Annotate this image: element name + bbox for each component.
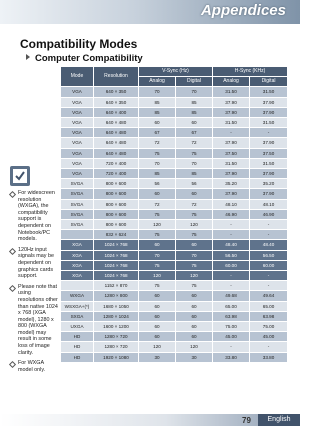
- table-cell: HD: [61, 332, 94, 342]
- table-cell: 640 × 400: [94, 107, 139, 117]
- table-row: [61, 148, 288, 158]
- table-cell: 31.50: [213, 87, 250, 97]
- header-vsync-digital: Digital: [176, 77, 213, 87]
- table-cell: 1024 × 768: [94, 240, 139, 250]
- table-cell: 30: [176, 352, 213, 362]
- table-row: [61, 220, 288, 230]
- table-cell: 30: [139, 352, 176, 362]
- table-cell: 85: [139, 97, 176, 107]
- table-cell: 1920 × 1080: [94, 352, 139, 362]
- table-cell: 37.90: [213, 138, 250, 148]
- table-cell: 60.00: [213, 260, 250, 270]
- table-row: [61, 250, 288, 260]
- table-cell: 67: [176, 128, 213, 138]
- table-cell: 120: [176, 342, 213, 352]
- header-vsync: V-Sync (Hz): [139, 67, 213, 77]
- table-row: [61, 128, 288, 138]
- table-cell: -: [213, 342, 250, 352]
- table-cell: 49.68: [213, 291, 250, 301]
- table-cell: XGA: [61, 240, 94, 250]
- table-cell: XGA: [61, 260, 94, 270]
- table-cell: 60: [176, 189, 213, 199]
- table-cell: 46.90: [213, 209, 250, 219]
- table-row: [61, 189, 288, 199]
- table-cell: -: [213, 230, 250, 240]
- table-cell: 37.90: [213, 169, 250, 179]
- table-cell: 37.90: [250, 107, 288, 117]
- table-cell: 63.98: [250, 311, 288, 321]
- table-cell: HD: [61, 342, 94, 352]
- table-cell: 800 × 600: [94, 209, 139, 219]
- table-cell: 720 × 400: [94, 169, 139, 179]
- table-cell: 1024 × 768: [94, 271, 139, 281]
- table-row: [61, 240, 288, 250]
- table-cell: -: [213, 220, 250, 230]
- table-row: [61, 158, 288, 168]
- table-cell: 70: [176, 87, 213, 97]
- table-cell: 640 × 480: [94, 128, 139, 138]
- compatibility-table: [60, 66, 288, 363]
- table-cell: 60: [139, 118, 176, 128]
- header-title: Appendices: [200, 2, 286, 19]
- table-cell: -: [250, 230, 288, 240]
- table-row: [61, 260, 288, 270]
- subsection-title: [26, 53, 143, 64]
- diamond-bullet-icon: [9, 191, 16, 198]
- table-cell: 70: [176, 250, 213, 260]
- table-cell: 37.90: [213, 189, 250, 199]
- table-row: [61, 332, 288, 342]
- note-item: 120Hz input signals may be dependent on graphics cards support.: [10, 247, 58, 280]
- table-cell: 75.00: [250, 322, 288, 332]
- table-cell: 75: [139, 230, 176, 240]
- table-cell: SVGA: [61, 189, 94, 199]
- header-hsync: H-Sync (KHz): [213, 67, 288, 77]
- table-cell: 60: [176, 301, 213, 311]
- table-cell: 832 × 624: [94, 230, 139, 240]
- table-cell: 85: [176, 107, 213, 117]
- table-cell: 800 × 600: [94, 179, 139, 189]
- table-cell: 1152 × 870: [94, 281, 139, 291]
- table-cell: VGA: [61, 118, 94, 128]
- table-cell: 31.50: [213, 158, 250, 168]
- table-row: [61, 97, 288, 107]
- table-row: [61, 179, 288, 189]
- table-cell: 37.90: [250, 169, 288, 179]
- table-cell: VGA: [61, 97, 94, 107]
- table-cell: 75: [176, 230, 213, 240]
- table-cell: 37.90: [250, 189, 288, 199]
- table-row: [61, 138, 288, 148]
- table-row: [61, 118, 288, 128]
- table-cell: 37.90: [250, 97, 288, 107]
- table-cell: 60: [176, 118, 213, 128]
- language-label: English: [258, 414, 300, 426]
- table-cell: 72: [139, 138, 176, 148]
- header-hsync-analog: Analog: [213, 77, 250, 87]
- table-cell: SVGA: [61, 199, 94, 209]
- table-cell: 70: [139, 250, 176, 260]
- table-cell: 75: [176, 260, 213, 270]
- header-hsync-digital: Digital: [250, 77, 288, 87]
- table-cell: 67: [139, 128, 176, 138]
- table-cell: 60: [176, 291, 213, 301]
- table-cell: 85: [139, 107, 176, 117]
- table-cell: 65.00: [213, 301, 250, 311]
- section-title: Compatibility Modes: [20, 37, 138, 51]
- table-cell: 48.10: [213, 199, 250, 209]
- table-cell: -: [250, 128, 288, 138]
- table-cell: SXGA: [61, 311, 94, 321]
- table-cell: 31.50: [250, 87, 288, 97]
- header-resolution: Resolution: [94, 67, 139, 87]
- table-cell: WXGA: [61, 291, 94, 301]
- table-cell: -: [250, 281, 288, 291]
- table-cell: 48.40: [213, 240, 250, 250]
- table-cell: 640 × 350: [94, 87, 139, 97]
- table-cell: 60: [176, 332, 213, 342]
- table-cell: 56.50: [250, 250, 288, 260]
- header-banner: [0, 0, 300, 24]
- table-cell: 37.50: [250, 148, 288, 158]
- table-row: [61, 169, 288, 179]
- table-cell: 60.00: [250, 260, 288, 270]
- table-cell: 60: [139, 311, 176, 321]
- diamond-bullet-icon: [9, 285, 16, 292]
- table-cell: 31.50: [250, 118, 288, 128]
- table-cell: 56: [139, 179, 176, 189]
- table-cell: 1600 × 1200: [94, 322, 139, 332]
- table-cell: 37.90: [250, 138, 288, 148]
- table-cell: 120: [139, 342, 176, 352]
- table-cell: 35.20: [213, 179, 250, 189]
- table-cell: 1024 × 768: [94, 250, 139, 260]
- table-cell: 75.00: [213, 322, 250, 332]
- table-cell: 37.90: [213, 107, 250, 117]
- table-cell: 60: [139, 291, 176, 301]
- table-cell: 75: [176, 209, 213, 219]
- table-row: [61, 342, 288, 352]
- table-cell: 37.90: [213, 97, 250, 107]
- table-cell: 1024 × 768: [94, 260, 139, 270]
- table-cell: 70: [176, 158, 213, 168]
- table-cell: 1280 × 1024: [94, 311, 139, 321]
- note-item: For widescreen resolution (WXGA), the compatibility support is dependent on Notebook/PC models.: [10, 190, 58, 243]
- notes-list: [10, 190, 58, 377]
- table-cell: 640 × 480: [94, 118, 139, 128]
- table-row: [61, 230, 288, 240]
- table-cell: VGA: [61, 169, 94, 179]
- table-cell: VGA: [61, 107, 94, 117]
- table-cell: 60: [176, 240, 213, 250]
- table-cell: UXGA: [61, 322, 94, 332]
- table-row: [61, 87, 288, 97]
- table-cell: 60: [139, 189, 176, 199]
- table-cell: 1680 × 1050: [94, 301, 139, 311]
- table-cell: SVGA: [61, 220, 94, 230]
- table-cell: VGA: [61, 158, 94, 168]
- table-cell: 72: [139, 199, 176, 209]
- table-cell: 60: [139, 322, 176, 332]
- table-cell: 85: [176, 97, 213, 107]
- note-checkmark-icon: [10, 166, 30, 186]
- table-row: [61, 291, 288, 301]
- table-cell: 49.64: [250, 291, 288, 301]
- table-cell: 640 × 480: [94, 138, 139, 148]
- table-cell: SVGA: [61, 179, 94, 189]
- bullet-arrow-icon: [26, 54, 30, 60]
- table-cell: -: [250, 271, 288, 281]
- table-cell: 63.98: [213, 311, 250, 321]
- table-cell: 70: [139, 87, 176, 97]
- table-cell: WSXGA+(*): [61, 301, 94, 311]
- table-cell: [61, 281, 94, 291]
- table-cell: 31.50: [213, 118, 250, 128]
- table-cell: -: [213, 271, 250, 281]
- subsection-title-text: Computer Compatibility: [35, 53, 143, 64]
- table-cell: 45.00: [250, 332, 288, 342]
- table-cell: 31.50: [250, 158, 288, 168]
- table-cell: 56.50: [213, 250, 250, 260]
- table-cell: [61, 230, 94, 240]
- table-cell: -: [250, 342, 288, 352]
- table-cell: 75: [176, 281, 213, 291]
- table-cell: 45.00: [213, 332, 250, 342]
- table-cell: 720 × 400: [94, 158, 139, 168]
- table-cell: 60: [176, 311, 213, 321]
- table-cell: 120: [176, 271, 213, 281]
- table-cell: 640 × 350: [94, 97, 139, 107]
- table-cell: 60: [139, 301, 176, 311]
- table-row: [61, 311, 288, 321]
- table-cell: 33.80: [250, 352, 288, 362]
- table-cell: 800 × 600: [94, 199, 139, 209]
- table-cell: -: [250, 220, 288, 230]
- table-row: [61, 352, 288, 362]
- note-item: For WXGA model only.: [10, 360, 58, 373]
- table-cell: VGA: [61, 148, 94, 158]
- table-cell: 120: [139, 271, 176, 281]
- table-cell: 65.00: [250, 301, 288, 311]
- table-cell: 640 × 480: [94, 148, 139, 158]
- footer-bar: [0, 414, 300, 426]
- table-cell: 56: [176, 179, 213, 189]
- table-row: [61, 209, 288, 219]
- table-cell: 75: [139, 148, 176, 158]
- table-cell: 33.80: [213, 352, 250, 362]
- table-cell: 85: [139, 169, 176, 179]
- table-cell: 60: [139, 332, 176, 342]
- header-vsync-analog: Analog: [139, 77, 176, 87]
- table-row: [61, 107, 288, 117]
- table-cell: 75: [139, 281, 176, 291]
- table-cell: 1280 × 800: [94, 291, 139, 301]
- table-cell: 120: [176, 220, 213, 230]
- table-cell: 70: [139, 158, 176, 168]
- table-cell: 37.50: [213, 148, 250, 158]
- table-cell: 72: [176, 138, 213, 148]
- table-cell: VGA: [61, 138, 94, 148]
- table-cell: 48.10: [250, 199, 288, 209]
- table-row: [61, 281, 288, 291]
- table-cell: 75: [139, 209, 176, 219]
- table-cell: 46.90: [250, 209, 288, 219]
- table-cell: VGA: [61, 87, 94, 97]
- table-cell: 75: [139, 260, 176, 270]
- table-row: [61, 271, 288, 281]
- table-cell: HD: [61, 352, 94, 362]
- page-number: 79: [242, 416, 251, 425]
- table-cell: 1280 × 720: [94, 332, 139, 342]
- table-cell: 48.40: [250, 240, 288, 250]
- table-cell: 1280 × 720: [94, 342, 139, 352]
- table-cell: XGA: [61, 250, 94, 260]
- table-cell: 75: [176, 148, 213, 158]
- table-cell: 800 × 600: [94, 220, 139, 230]
- table-cell: -: [213, 128, 250, 138]
- table-cell: 85: [176, 169, 213, 179]
- table-cell: 120: [139, 220, 176, 230]
- diamond-bullet-icon: [9, 248, 16, 255]
- table-cell: 35.20: [250, 179, 288, 189]
- table-cell: -: [213, 281, 250, 291]
- table-cell: 60: [139, 240, 176, 250]
- table-cell: 60: [176, 322, 213, 332]
- table-row: [61, 199, 288, 209]
- table-row: [61, 301, 288, 311]
- table-cell: XGA: [61, 271, 94, 281]
- diamond-bullet-icon: [9, 361, 16, 368]
- table-cell: VGA: [61, 128, 94, 138]
- table-row: [61, 322, 288, 332]
- note-item: Please note that using resolutions other than native 1024 x 768 (XGA model), 1280 x 800 (WXGA model) may result in some loss of image clarity.: [10, 284, 58, 357]
- table-cell: SVGA: [61, 209, 94, 219]
- table-cell: 72: [176, 199, 213, 209]
- table-cell: 800 × 600: [94, 189, 139, 199]
- header-mode: Mode: [61, 67, 94, 87]
